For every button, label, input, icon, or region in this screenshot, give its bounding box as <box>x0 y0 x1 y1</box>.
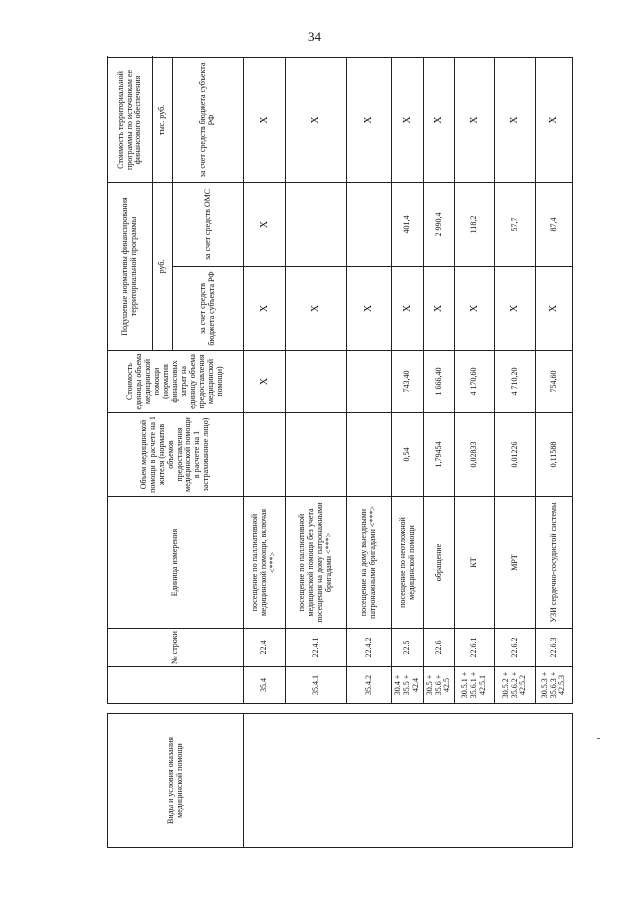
cell-norm-oms: 87,4 <box>536 182 573 266</box>
cell-volume: 0,54 <box>392 413 424 497</box>
cell-norm-rf: X <box>244 267 286 351</box>
cell-volume: 0,02833 <box>455 413 495 497</box>
header-spacer <box>108 704 244 714</box>
cell-ref: 30.4 + 35.5 + 42.4 <box>392 667 424 704</box>
cell-vid-empty <box>244 714 573 848</box>
cell-volume <box>347 413 392 497</box>
header-unit: Единица измерения <box>108 497 244 629</box>
rotated-table-container <box>107 58 572 848</box>
cell-norm-oms: 401,4 <box>392 182 424 266</box>
cell-norm-rf: X <box>392 267 424 351</box>
cell-val-rf: X <box>455 57 495 182</box>
cell-ref: 30.5 + 35.6 + 42.5 <box>424 667 455 704</box>
header-cost: Стоимость единицы объема медицинской помощи (норматив финансовых затрат на единицу объема предоставления медицинской помощи) <box>108 351 244 413</box>
cell-cost: X <box>244 351 286 413</box>
cell-norm-oms <box>286 182 347 266</box>
cell-val-rf: X <box>392 57 424 182</box>
header-volume: Объем медицинской помощи в расчете на 1 жителя (норматив объемов предоставления медицинской помощи в расчете на 1 застрахованное лицо) <box>108 413 244 497</box>
cell-line: 22.6.1 <box>455 629 495 667</box>
cell-ref: 35.4.2 <box>347 667 392 704</box>
cell-line: 22.4 <box>244 629 286 667</box>
cell-unit: посещение по неотложной медицинской помощи <box>392 497 424 629</box>
header-vid: Виды и условия оказания медицинской помощи <box>108 714 244 848</box>
cell-norm-rf: X <box>424 267 455 351</box>
cell-cost: 1 666,40 <box>424 351 455 413</box>
cell-norm-oms: 2 990,4 <box>424 182 455 266</box>
cell-val-rf: X <box>286 57 347 182</box>
cell-cost: 743,40 <box>392 351 424 413</box>
page-number: 34 <box>308 29 321 44</box>
cell-ref: 30.5.1 + 35.6.1 + 42.5.1 <box>455 667 495 704</box>
cell-volume: 0,01226 <box>495 413 536 497</box>
cell-norm-rf: X <box>347 267 392 351</box>
header-ref <box>108 667 244 704</box>
header-norm-oms: за счет средств ОМС <box>173 182 244 266</box>
cell-val-rf: X <box>536 57 573 182</box>
cell-spacer <box>244 704 573 714</box>
cell-volume: 0,11588 <box>536 413 573 497</box>
cell-line: 22.6 <box>424 629 455 667</box>
header-value-rf: за счет средств бюджета субъекта РФ <box>173 57 244 182</box>
cell-norm-rf: X <box>536 267 573 351</box>
cell-unit: МРТ <box>495 497 536 629</box>
cell-val-rf: X <box>495 57 536 182</box>
scan-speck <box>597 738 600 739</box>
header-value-unit: тыс. руб. <box>153 57 173 182</box>
cell-line: 22.6.3 <box>536 629 573 667</box>
cell-volume: 1,79454 <box>424 413 455 497</box>
financing-table <box>107 57 573 848</box>
cell-norm-rf: X <box>455 267 495 351</box>
cell-norm-oms: X <box>244 182 286 266</box>
cell-cost: 754,60 <box>536 351 573 413</box>
header-norm-rf: за счет средств бюджета субъекта РФ <box>173 267 244 351</box>
cell-norm-rf: X <box>495 267 536 351</box>
cell-cost: 4 170,60 <box>455 351 495 413</box>
cell-line: 22.6.2 <box>495 629 536 667</box>
cell-cost: 4 710,20 <box>495 351 536 413</box>
cell-line: 22.4.2 <box>347 629 392 667</box>
cell-norm-oms <box>347 182 392 266</box>
cell-val-rf: X <box>347 57 392 182</box>
cell-norm-oms: 57,7 <box>495 182 536 266</box>
cell-norm-rf: X <box>286 267 347 351</box>
cell-unit: посещение на дому выездными патронажными бригадами <***> <box>347 497 392 629</box>
cell-volume <box>286 413 347 497</box>
cell-unit: посещение по паллиативной медицинской помощи, включая <***> <box>244 497 286 629</box>
cell-cost <box>286 351 347 413</box>
header-norm-unit: руб. <box>153 182 173 350</box>
cell-volume <box>244 413 286 497</box>
header-line: № строки <box>108 629 244 667</box>
cell-unit: УЗИ сердечно-сосудистой системы <box>536 497 573 629</box>
header-norm-group: Подушевые нормативы финансирования территориальной программы <box>108 182 153 350</box>
cell-ref: 35.4.1 <box>286 667 347 704</box>
cell-ref: 35.4 <box>244 667 286 704</box>
cell-val-rf: X <box>424 57 455 182</box>
cell-cost <box>347 351 392 413</box>
cell-unit: обращение <box>424 497 455 629</box>
cell-ref: 30.5.2 + 35.6.2 + 42.5.2 <box>495 667 536 704</box>
cell-val-rf: X <box>244 57 286 182</box>
cell-unit: КТ <box>455 497 495 629</box>
cell-ref: 30.5.3 + 35.6.3 + 42.5.3 <box>536 667 573 704</box>
header-value-group: Стоимость территориальной программы по источникам ее финансового обеспечения <box>108 57 153 182</box>
cell-line: 22.4.1 <box>286 629 347 667</box>
cell-norm-oms: 118,2 <box>455 182 495 266</box>
cell-unit: посещение по паллиативной медицинской помощи без учета посещения на дому патронажными бригадами <***> <box>286 497 347 629</box>
cell-line: 22.5 <box>392 629 424 667</box>
table-row <box>244 57 286 847</box>
